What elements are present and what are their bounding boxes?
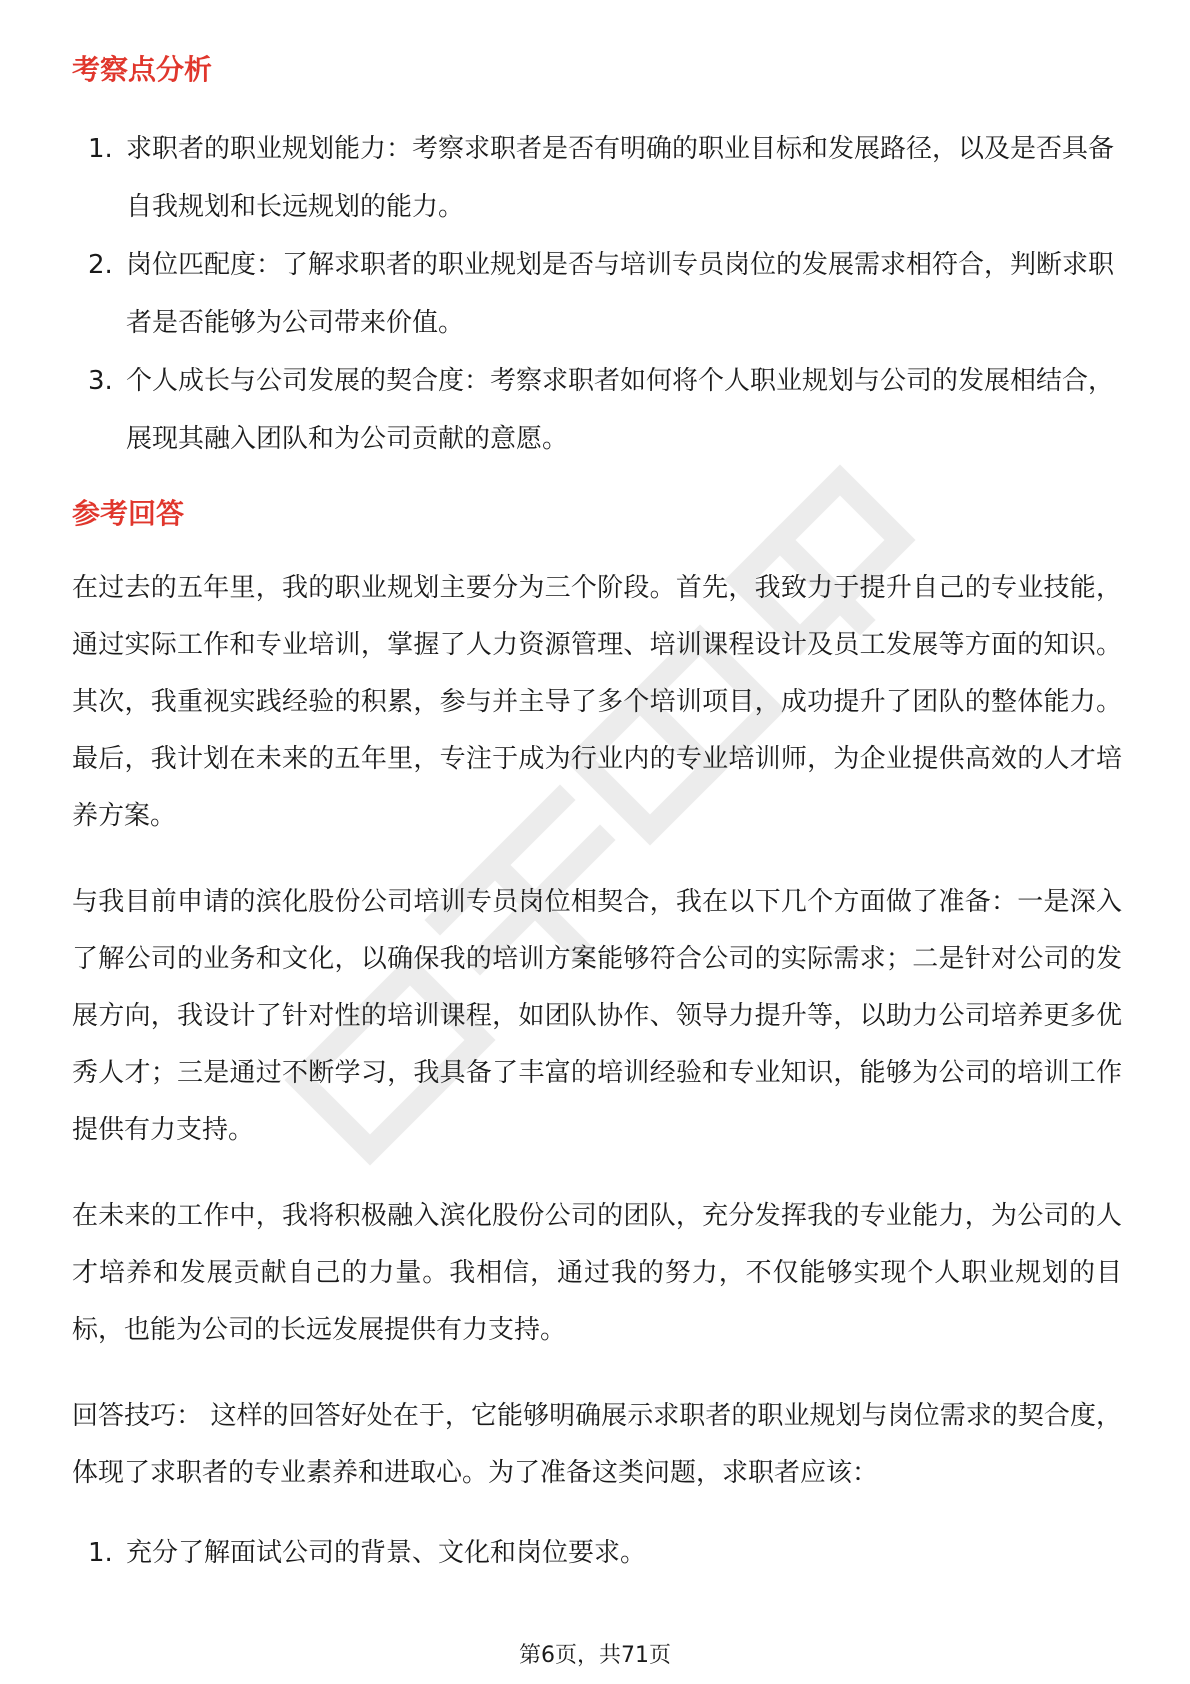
list-number: 3. [88,366,113,396]
analysis-list [72,120,1122,468]
tips-list [72,1524,1122,1582]
answer-paragraph: 与我目前申请的滨化股份公司培训专员岗位相契合，我在以下几个方面做了准备：一是深入了解公司的业务和文化，以确保我的培训方案能够符合公司的实际需求；二是针对公司的发展方向，我设计了针对性的培训课程，如团队协作、领导力提升等，以助力公司培养更多优秀人才；三是通过不断学习，我具备了丰富的培训经验和专业知识，能够为公司的培训工作提供有力支持。 [72,887,1122,1145]
section-title-reference-answer: 参考回答 [72,497,185,530]
list-item [72,352,1122,468]
list-item [72,120,1122,236]
section-title-analysis: 考察点分析 [72,53,213,86]
list-number: 1. [88,134,113,164]
answer-paragraph: 在未来的工作中，我将积极融入滨化股份公司的团队，充分发挥我的专业能力，为公司的人才培养和发展贡献自己的力量。我相信，通过我的努力，不仅能够实现个人职业规划的目标，也能为公司的长远发展提供有力支持。 [72,1201,1122,1345]
list-text: 求职者的职业规划能力：考察求职者是否有明确的职业目标和发展路径，以及是否具备自我规划和长远规划的能力。 [126,134,1115,222]
list-item [72,236,1122,352]
list-text: 充分了解面试公司的背景、文化和岗位要求。 [126,1538,647,1568]
list-item [72,1524,1122,1582]
list-text: 岗位匹配度：了解求职者的职业规划是否与培训专员岗位的发展需求相符合，判断求职者是否能够为公司带来价值。 [126,250,1115,338]
list-text: 个人成长与公司发展的契合度：考察求职者如何将个人职业规划与公司的发展相结合，展现其融入团队和为公司贡献的意愿。 [126,366,1115,454]
list-number: 2. [88,250,113,280]
page-footer: 第6页，共71页 [519,1643,671,1668]
document-body [72,50,1122,1582]
list-number: 1. [88,1538,113,1568]
answer-paragraph: 在过去的五年里，我的职业规划主要分为三个阶段。首先，我致力于提升自己的专业技能，通过实际工作和专业培训，掌握了人力资源管理、培训课程设计及员工发展等方面的知识。其次，我重视实践经验的积累，参与并主导了多个培训项目，成功提升了团队的整体能力。最后，我计划在未来的五年里，专注于成为行业内的专业培训师，为企业提供高效的人才培养方案。 [72,573,1122,831]
answer-tips-paragraph: 回答技巧： 这样的回答好处在于，它能够明确展示求职者的职业规划与岗位需求的契合度，体现了求职者的专业素养和进取心。为了准备这类问题，求职者应该： [72,1401,1122,1488]
